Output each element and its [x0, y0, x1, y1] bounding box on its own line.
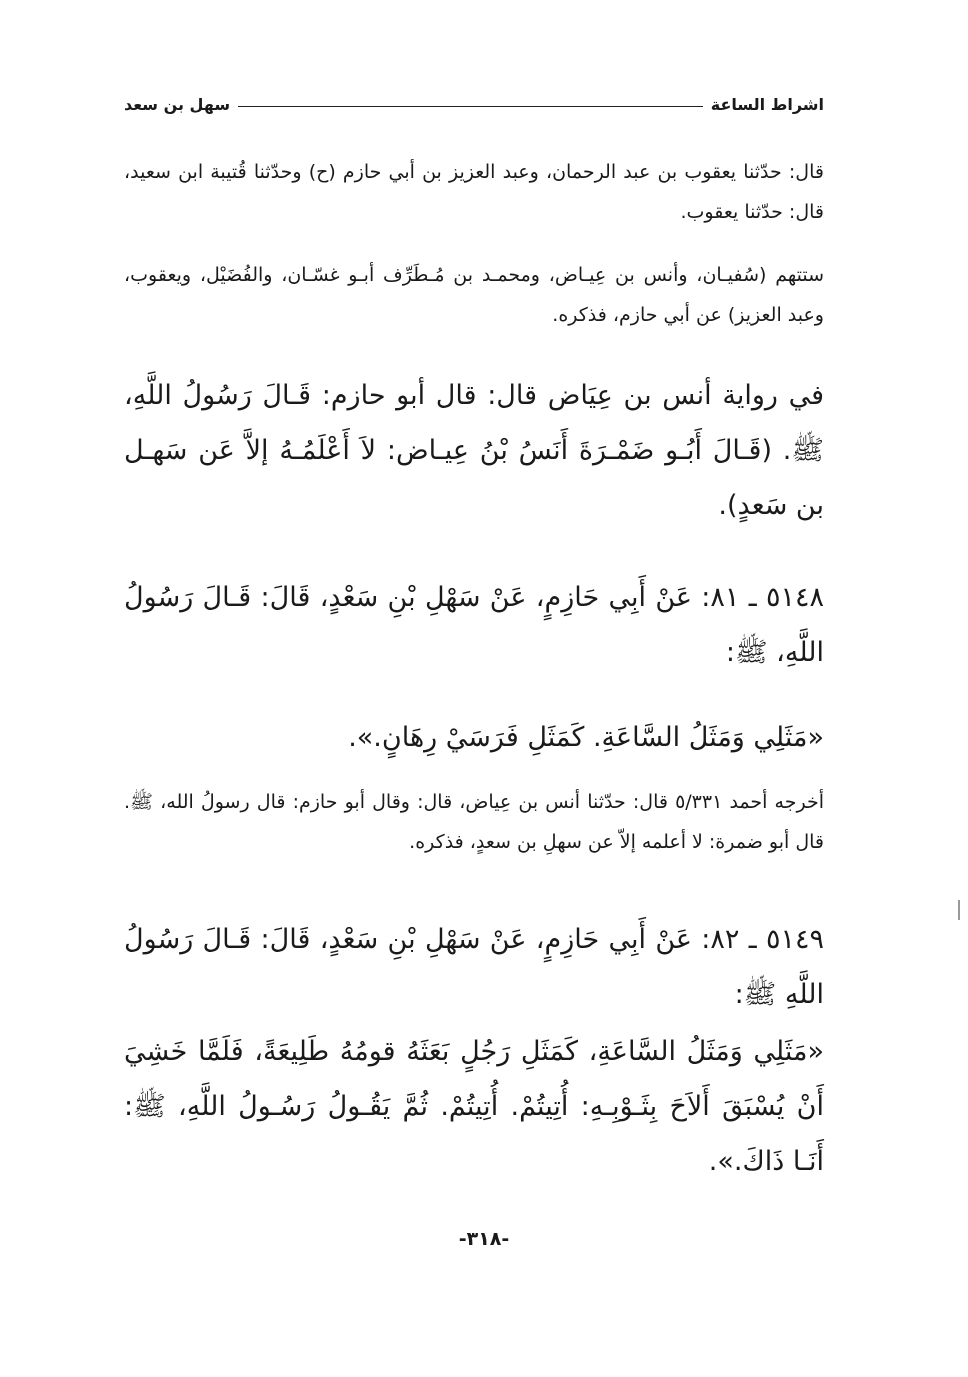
takhrij-paragraph: أخرجه أحمد ٥/٣٣١ قال: حدّثنا أنس بن عِياض، قال: وقال أبو حازم: قال رسولُ الله، ﷺ. قال أبو ضمرة: لا أعلمه إلاّ عن سهلِ بن سعدٍ، فذكره.	[124, 791, 824, 853]
hadith-5149-text: «مَثَلِي وَمَثَلُ السَّاعَةِ، كَمَثَلِ رَجُلٍ بَعَثَهُ قومُهُ طَلِيعَةً، فَلَمَّا خَشِيَ أَنْ يُسْبَقَ أَلاَحَ بِثَـوْبِـهِ: أُتِيتُمْ. أُتِيتُمْ. ثُمَّ يَقُـولُ رَسُـولُ اللَّهِ، ﷺ: أَنَـا ذَاكَ.».	[124, 1036, 824, 1177]
header-chapter-title: اشراط الساعة	[710, 94, 824, 114]
header-section-title: سهل بن سعد	[124, 94, 231, 114]
isnad-paragraph-2: ستتهم (سُفيـان، وأنس بن عِيـاض، ومحمـد بن مُـطَرِّف أبـو غسّـان، والفُضَيْل، ويعقوب، وعبد العزيز) عن أبي حازم، فذكره.	[124, 264, 824, 326]
narration-note-paragraph: في رواية أنس بن عِيَاض قال: قال أبو حازم: قَـالَ رَسُولُ اللَّهِ، ﷺ. (قَـالَ أَبُـو ضَمْـرَةَ أَنَسُ بْنُ عِيـاض: لاَ أَعْلَمُـهُ إلاَّ عَن سَهـل بن سَعدٍ).	[124, 380, 824, 521]
isnad-paragraph-1: قال: حدّثنا يعقوب بن عبد الرحمان، وعبد العزيز بن أبي حازم (ح) وحدّثنا قُتيبة ابن سعيد، قال: حدّثنا يعقوب.	[124, 161, 824, 223]
scan-margin-mark	[958, 900, 960, 920]
page-number: -٣١٨-	[458, 1228, 510, 1250]
hadith-5148-text: «مَثَلِي وَمَثَلُ السَّاعَةِ. كَمَثَلِ فَرَسَيْ رِهَانٍ.».	[348, 722, 824, 753]
hadith-5148-chain: ٥١٤٨ ـ ٨١: عَنْ أَبِي حَازِمٍ، عَنْ سَهْلِ بْنِ سَعْدٍ، قَالَ: قَـالَ رَسُولُ اللَّهِ، ﷺ:	[124, 582, 824, 668]
hadith-5149-chain: ٥١٤٩ ـ ٨٢: عَنْ أَبِي حَازِمٍ، عَنْ سَهْلِ بْنِ سَعْدٍ، قَالَ: قَـالَ رَسُولُ اللَّهِ ﷺ:	[124, 924, 824, 1010]
header-rule	[238, 106, 703, 107]
running-header	[124, 88, 824, 120]
